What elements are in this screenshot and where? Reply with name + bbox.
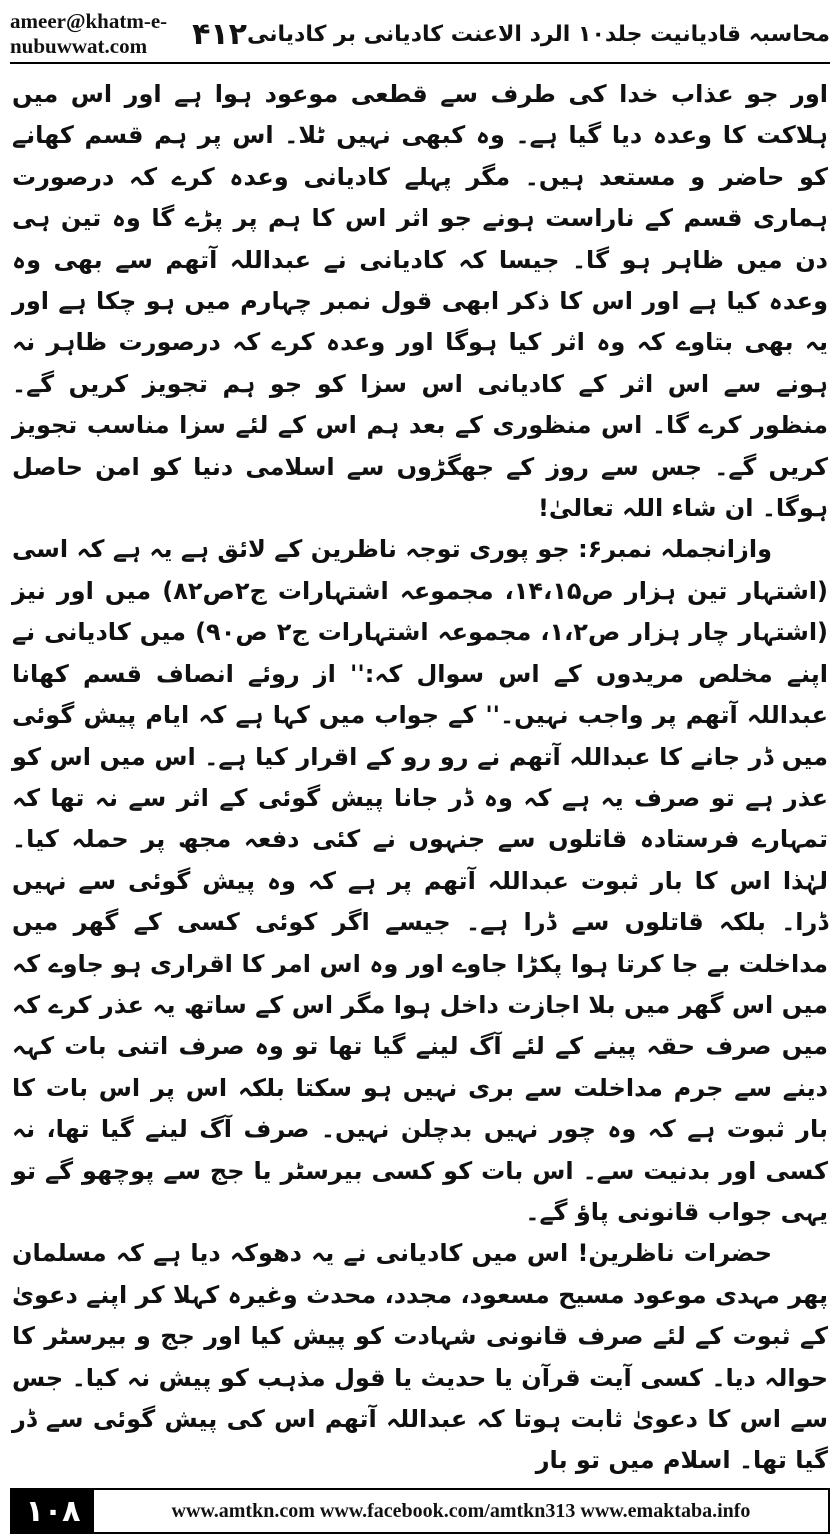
page-header [10, 6, 830, 64]
page-body [12, 74, 828, 1482]
paragraph-3: حضرات ناظرین! اس میں کادیانی نے یہ دھوکہ دیا ہے کہ مسلمان پھر مہدی موعود مسیح مسعود، مجدد، محدث وغیرہ کہلا کر اپنے دعویٰ کے ثبوت کے لئے صرف قانونی شہادت کو پیش کیا اور جج و بیرسٹر کا حوالہ دیا۔ کسی آیت قرآن یا حدیث یا قول مذہب کو پیش نہ کیا۔ جس سے اس کا دعویٰ ثابت ہوتا کہ عبداللہ آتھم اس کی پیش گوئی سے ڈر گیا تھا۔ اسلام میں تو بار [12, 1239, 828, 1475]
footer-page-number: ۱۰۸ [12, 1490, 94, 1532]
header-page-number: ۴۱۲ [192, 16, 247, 52]
header-title: محاسبہ قادیانیت جلد۱۰ الرد الاعنت کادیانی بر کادیانی [247, 21, 830, 47]
paragraph-1: اور جو عذاب خدا کی طرف سے قطعی موعود ہوا ہے اور اس میں ہلاکت کا وعدہ دیا گیا ہے۔ وہ کبھی نہیں ٹلا۔ اس پر ہم قسم کھانے کو حاضر و مستعد ہیں۔ مگر پہلے کادیانی وعدہ کرے کہ درصورت ہماری قسم کے ناراست ہونے جو اثر اس کا ہم پر پڑے گا وہ تین ہی دن میں ظاہر ہو گا۔ جیسا کہ کادیانی نے عبداللہ آتھم سے بھی وہ وعدہ کیا ہے اور اس کا ذکر ابھی قول نمبر چہارم میں ہو چکا ہے اور یہ بھی بتاوے کہ وہ اثر کیا ہوگا اور وعدہ کرے کہ درصورت ظاہر نہ ہونے سے اس اثر کے کادیانی اس سزا کو جو ہم تجویز کریں گے۔ منظور کرے گا۔ اس منظوری کے بعد ہم اس کے لئے سزا مناسب تجویز کریں گے۔ جس سے روز کے جھگڑوں سے اسلامی دنیا کو امن حاصل ہوگا۔ ان شاء اللہ تعالیٰ! [12, 80, 828, 523]
header-email: ameer@khatm-e-nubuwwat.com [10, 9, 168, 58]
paragraph-2: وازانجملہ نمبر۶: جو پوری توجہ ناظرین کے لائق ہے یہ ہے کہ اسی (اشتہار تین ہزار ص۱۴،۱۵، مجموعہ اشتہارات ج۲ص۸۲) میں اور نیز (اشتہار چار ہزار ص۱،۲، مجموعہ اشتہارات ج۲ ص۹۰) میں کادیانی نے اپنے مخلص مریدوں کے اس سوال کہ:'' از روئے انصاف قسم کھانا عبداللہ آتھم پر واجب نہیں۔'' کے جواب میں کہا ہے کہ ایام پیش گوئی میں ڈر جانے کا عبداللہ آتھم نے رو رو کے اقرار کیا ہے۔ اس میں اس کو عذر ہے تو صرف یہ ہے کہ وہ ڈر جانا پیش گوئی کے اثر سے نہ تھا کہ تمہارے فرستادہ قاتلوں سے جنہوں نے کئی دفعہ مجھ پر حملہ کیا۔ لہٰذا اس کا بار ثبوت عبداللہ آتھم پر ہے کہ وہ پیش گوئی سے نہیں ڈرا۔ بلکہ قاتلوں سے ڈرا ہے۔ جیسے اگر کوئی کسی کے گھر میں مداخلت بے جا کرتا ہوا پکڑا جاوے اور وہ اس امر کا اقراری ہو جاوے کہ میں اس گھر میں بلا اجازت داخل ہوا مگر اس کے ساتھ یہ عذر کرے کہ میں صرف حقہ پینے کے لئے آگ لینے گیا تھا تو وہ صرف اتنی بات کہہ دینے سے جرم مداخلت سے بری نہیں ہو سکتا بلکہ اس پر اس بات کا بار ثبوت ہے کہ وہ چور نہیں بدچلن نہیں۔ صرف آگ لینے گیا تھا، نہ کسی اور بدنیت سے۔ اس بات کو کسی بیرسٹر یا جج سے پوچھو گے تو یہی جواب قانونی پاؤ گے۔ [12, 535, 829, 1226]
page-footer [10, 1488, 830, 1534]
footer-links: www.amtkn.com www.facebook.com/amtkn313 www.emaktaba.info [171, 1499, 751, 1522]
header-left-group [10, 9, 247, 59]
